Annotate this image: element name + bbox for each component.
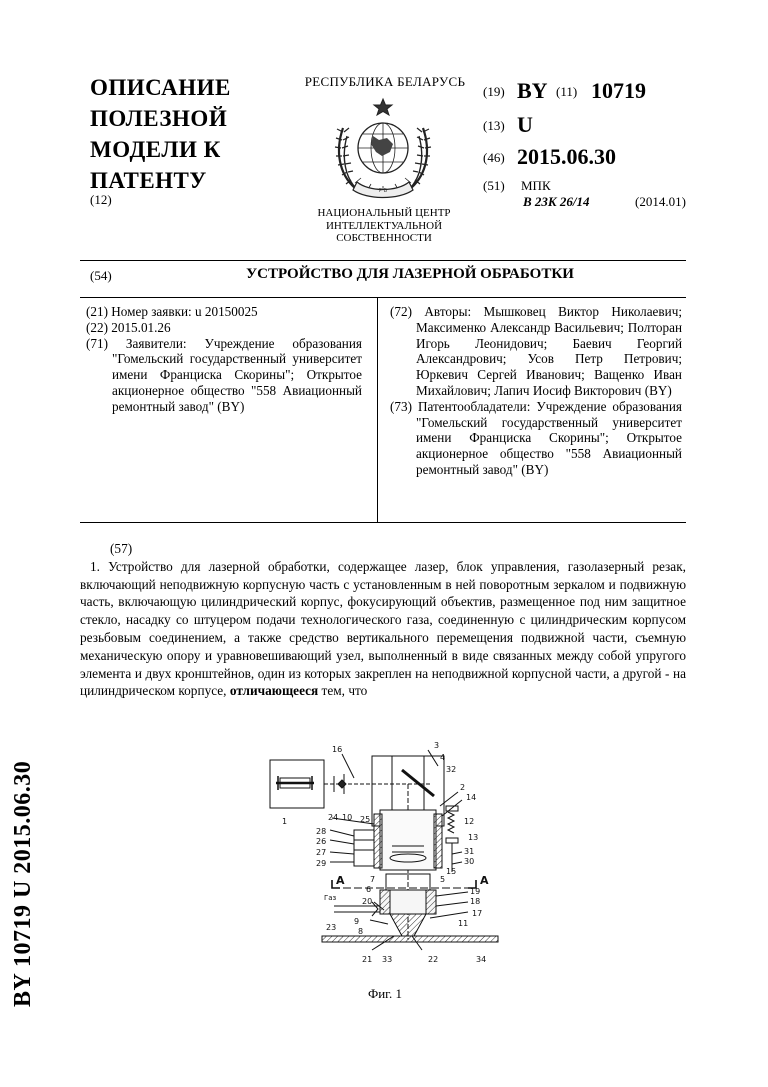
publication-date: 2015.06.30	[517, 144, 616, 169]
figure-label: 23	[326, 923, 337, 932]
document-title	[90, 72, 290, 196]
center-name-line: ИНТЕЛЛЕКТУАЛЬНОЙ	[325, 219, 443, 232]
figure-label: 3	[434, 741, 440, 750]
header-divider	[80, 260, 686, 261]
figure-label: 33	[382, 955, 393, 964]
ipc-class: B 23K 26/14	[523, 194, 590, 209]
svg-text:Р Б: Р Б	[378, 188, 388, 194]
figure-label: 27	[316, 848, 327, 857]
figure-label: 31	[464, 847, 475, 856]
patent-kind: U	[517, 112, 533, 137]
technical-drawing-figure	[262, 740, 502, 980]
figure-label: 16	[332, 745, 343, 754]
meta-country: BY	[517, 78, 548, 103]
center-name-line: НАЦИОНАЛЬНЫЙ ЦЕНТР	[317, 207, 451, 219]
figure-label: 7	[370, 875, 376, 884]
doc-title-line: ПОЛЕЗНОЙ	[90, 106, 228, 131]
figure-label: 22	[428, 955, 439, 964]
national-center-name	[300, 207, 468, 245]
figure-label: 25	[360, 815, 371, 824]
figure-label: 6	[366, 885, 372, 894]
patent-number: 10719	[591, 78, 646, 103]
box-top-border	[80, 297, 686, 298]
ipc-label: МПК	[521, 178, 551, 193]
doc-title-line: ПАТЕНТУ	[90, 168, 207, 193]
figure-label: 18	[470, 897, 481, 906]
figure-label: А	[480, 874, 489, 887]
figure-label: 21	[362, 955, 373, 964]
ipc-version: (2014.01)	[635, 194, 686, 209]
meta-code: (46)	[483, 150, 505, 165]
meta-code: (51)	[483, 178, 505, 193]
claim-1	[80, 558, 686, 700]
center-name-line: СОБСТВЕННОСТИ	[336, 232, 432, 244]
application-date: (22) 2015.01.26	[86, 319, 171, 335]
figure-label: 15	[446, 867, 457, 876]
applicants: (71) Заявители: Учреждение образования "Гомельский государственный университет имени Франциска Скорины"; Открытое акционерное общество "558 Авиационный ремонтный завод" (BY)	[86, 335, 362, 414]
coat-of-arms-emblem-icon	[327, 96, 439, 206]
code-12: (12)	[90, 192, 112, 207]
patent-holders: (73) Патентообладатели: Учреждение образования "Гомельский государственный университет имени Франциска Скорины"; Открытое акционерное общество "558 Авиационный ремонтный завод" (BY)	[390, 398, 682, 477]
figure-label: 20	[362, 897, 373, 906]
figure-label: 28	[316, 827, 327, 836]
figure-label: 30	[464, 857, 475, 866]
application-number: (21) Номер заявки: u 20150025	[86, 304, 258, 319]
figure-label: 19	[470, 887, 481, 896]
claims-section	[80, 540, 686, 700]
side-document-code: BY 10719 U 2015.06.30	[10, 760, 36, 1007]
claim-text-end: тем, что	[318, 683, 368, 699]
figure-label: 13	[468, 833, 479, 842]
republic-name: РЕСПУБЛИКА БЕЛАРУСЬ	[304, 74, 466, 89]
figure-label: А	[336, 874, 345, 887]
gas-label: Газ	[324, 894, 337, 902]
box-bottom-border	[80, 522, 686, 523]
figure-caption: Фиг. 1	[367, 986, 403, 1001]
box-column-divider	[377, 297, 378, 522]
figure-label: 2	[460, 783, 466, 792]
claim-emphasis: отличающееся	[229, 683, 319, 699]
claims-code: (57)	[110, 541, 133, 556]
figure-label: 14	[466, 793, 477, 802]
figure-label: 34	[476, 955, 487, 964]
claim-text: 1. Устройство для лазерной обработки, содержащее лазер, блок управления, газолазерный резак, включающий неподвижную корпусную часть с установленным в ней поворотным зеркалом и подвижную часть, включающую цилиндрический корпус, фокусирующий объектив, размещенное под ним защитное стекло, насадку со штуцером подачи технологического газа, соединенную с цилиндрическим корпусом резьбовым соединением, а также средство вертикального перемещения подвижной части, съемную механическую опору и уравновешивающий узел, выполненный в виде связанных между собой упругого элемента и двух кронштейнов, один из которых закреплен на неподвижной корпусной части, а другой - на цилиндрическом корпусе,	[80, 558, 686, 699]
right-column	[390, 304, 682, 478]
figure-label: 4	[440, 753, 446, 762]
meta-code: (11)	[556, 84, 578, 99]
figure-label: 5	[440, 875, 446, 884]
utility-model-title: УСТРОЙСТВО ДЛЯ ЛАЗЕРНОЙ ОБРАБОТКИ	[246, 266, 574, 282]
doc-title-line: ОПИСАНИЕ	[90, 75, 231, 100]
figure-label: 24	[328, 813, 339, 822]
figure-label: 17	[472, 909, 483, 918]
authors: (72) Авторы: Мышковец Виктор Николаевич; Максименко Александр Васильевич; Полторан Игорь Леонидович; Баевич Георгий Александрович; Усов Петр Петрович; Юркевич Сергей Иванович; Ващенко Иван Михайлович; Лапич Иосиф Викторович (BY)	[390, 304, 682, 398]
meta-code: (19)	[483, 84, 505, 99]
meta-code: (13)	[483, 118, 505, 133]
doc-title-line: МОДЕЛИ К	[90, 137, 221, 162]
figure-label: 1	[282, 817, 288, 826]
title-code: (54)	[90, 268, 112, 283]
figure-label: 11	[458, 919, 469, 928]
figure-label: 9	[354, 917, 360, 926]
figure-label: 10	[342, 813, 353, 822]
left-column	[86, 304, 362, 415]
figure-label: 32	[446, 765, 457, 774]
figure-label: 8	[358, 927, 364, 936]
figure-label: 12	[464, 817, 475, 826]
figure-label: 29	[316, 859, 327, 868]
figure-label: 26	[316, 837, 327, 846]
